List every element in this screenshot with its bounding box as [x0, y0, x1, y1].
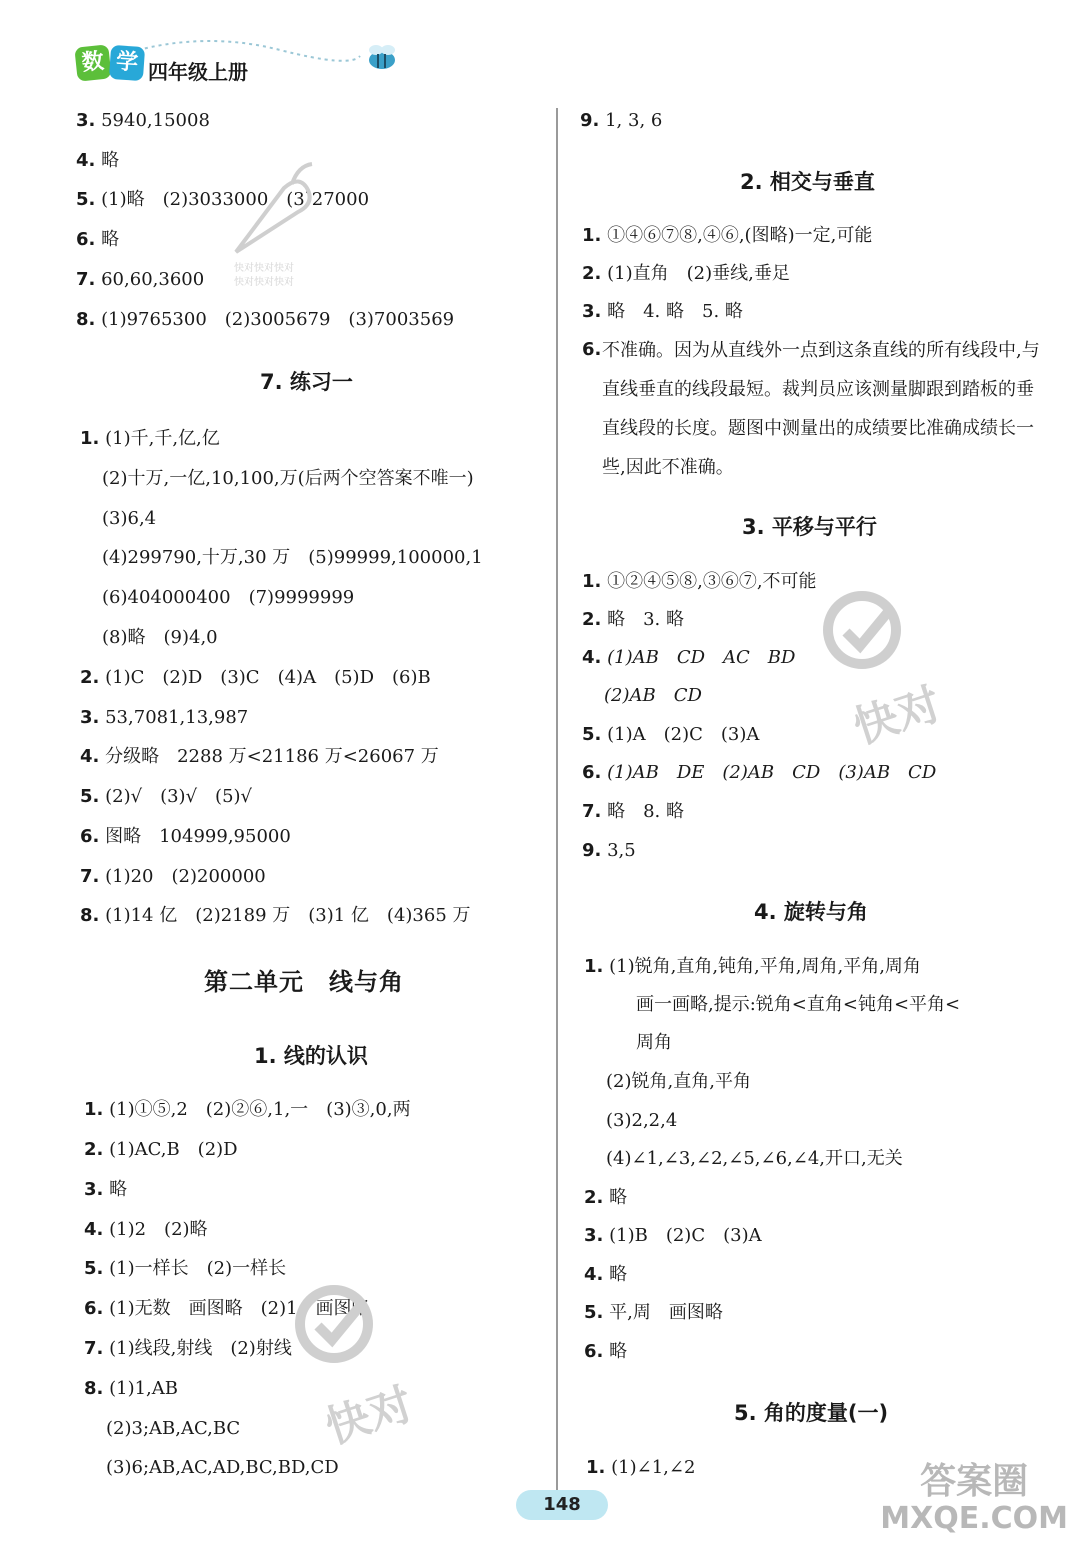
answer-line: 2. (1)直角 (2)垂线,垂足: [582, 263, 790, 284]
answer-line: 4. (1)2 (2)略: [84, 1219, 208, 1240]
check-watermark-icon: [290, 1282, 386, 1368]
answer-line: 8. (1)1,AB: [84, 1378, 179, 1399]
bee-icon: [369, 45, 395, 69]
answer-line: 5. 平,周 画图略: [584, 1302, 723, 1323]
answer-line: 7. 略 8. 略: [582, 801, 685, 822]
answer-line: 3. 略 4. 略 5. 略: [582, 301, 743, 322]
answer-line: 2. 略 3. 略: [582, 609, 685, 630]
answer-line: 8. (1)9765300 (2)3005679 (3)7003569: [76, 309, 455, 330]
answer-line: 3. 53,7081,13,987: [80, 707, 249, 728]
answer-line: 7. (1)线段,射线 (2)射线: [84, 1338, 292, 1359]
answer-line: 7. 60,60,3600: [76, 269, 205, 290]
answer-line: 4. (1)AB CD AC BD: [582, 647, 796, 668]
subject-badge-1: 数: [74, 44, 111, 81]
site-watermark-bottom: MXQE.COM: [880, 1501, 1068, 1536]
answer-line: 5. (1)略 (2)3033000 (3)27000: [76, 189, 370, 210]
answer-line: 2. (1)C (2)D (3)C (4)A (5)D (6)B: [80, 667, 431, 688]
answer-line: 3. 5940,15008: [76, 110, 210, 131]
answer-line: (2)十万,一亿,10,100,万(后两个空答案不唯一): [102, 468, 474, 489]
answer-line: 6. 略: [76, 229, 120, 250]
answer-line: 2. (1)AC,B (2)D: [84, 1139, 238, 1160]
answer-line: 6. 略: [584, 1341, 628, 1362]
answer-line: 4. 分级略 2288 万<21186 万<26067 万: [80, 746, 439, 767]
answer-line: (2)AB CD: [604, 685, 702, 706]
small-watermark-text-2: 快对快对快对: [234, 277, 294, 288]
answer-line: 3. 略: [84, 1179, 128, 1200]
page-header: [70, 38, 350, 88]
answer-line: 5. (1)一样长 (2)一样长: [84, 1258, 287, 1279]
section-title-practice: 7. 练习一: [260, 370, 353, 394]
answer-line: (2)3;AB,AC,BC: [106, 1418, 241, 1439]
answer-line: 5. (1)A (2)C (3)A: [582, 724, 760, 745]
subject-badge-2: 学: [109, 45, 145, 81]
answer-line: 画一画略,提示:锐角<直角<钝角<平角<: [636, 994, 961, 1015]
site-watermark: [880, 1462, 1068, 1536]
section-title-angle-measure: 5. 角的度量(一): [734, 1401, 889, 1425]
answer-line: 4. 略: [584, 1264, 628, 1285]
kuaidui-watermark-right: 快对: [847, 678, 948, 755]
check-watermark-icon: [818, 588, 914, 674]
answer-paragraph: 不准确。因为从直线外一点到这条直线的所有线段中,与直线垂直的线段最短。裁判员应该测量脚跟到踏板的垂直线段的长度。题图中测量出的成绩要比准确成绩长一些,因此不准确。: [602, 340, 1040, 478]
book-title: 四年级上册: [148, 60, 248, 84]
answer-line: (3)6;AB,AC,AD,BC,BD,CD: [106, 1457, 339, 1478]
answer-line: 6. 图略 104999,95000: [80, 826, 291, 847]
answer-line: (2)锐角,直角,平角: [606, 1071, 751, 1092]
answer-line-number: 6.: [582, 339, 602, 360]
site-watermark-top: 答案圈: [920, 1461, 1029, 1502]
unit-title: 第二单元 线与角: [204, 968, 404, 996]
answer-line: 6. (1)AB DE (2)AB CD (3)AB CD: [582, 762, 937, 783]
answer-line: 1. (1)锐角,直角,钝角,平角,周角,平角,周角: [584, 956, 921, 977]
answer-line: 5. (2)√ (3)√ (5)√: [80, 786, 253, 807]
answer-line: (4)∠1,∠3,∠2,∠5,∠6,∠4,开口,无关: [606, 1148, 903, 1169]
answer-line: 2. 略: [584, 1187, 628, 1208]
answer-line: 1. (1)①⑤,2 (2)②⑥,1,一 (3)③,0,两: [84, 1099, 411, 1120]
answer-line: 9. 1, 3, 6: [580, 110, 663, 131]
kuaidui-watermark-left: 快对: [319, 1378, 420, 1455]
answer-line: 周角: [636, 1032, 672, 1053]
section-title-perpendicular: 2. 相交与垂直: [740, 170, 875, 194]
answer-line: 3. (1)B (2)C (3)A: [584, 1225, 762, 1246]
column-divider: [556, 108, 558, 1498]
section-title-parallel: 3. 平移与平行: [742, 515, 877, 539]
small-watermark-text-1: 快对快对快对: [234, 263, 294, 274]
answer-line: 6. (1)无数 画图略 (2)1 画图略: [84, 1298, 370, 1319]
answer-line: 1. ①②④⑤⑧,③⑥⑦,不可能: [582, 571, 817, 592]
answer-line: 8. (1)14 亿 (2)2189 万 (3)1 亿 (4)365 万: [80, 905, 471, 926]
answer-line: (3)6,4: [102, 508, 157, 529]
answer-line: 1. (1)千,千,亿,亿: [80, 428, 220, 449]
answer-line: 9. 3,5: [582, 840, 636, 861]
section-title-lines: 1. 线的认识: [254, 1044, 368, 1068]
answer-line: 1. ①④⑥⑦⑧,④⑥,(图略)一定,可能: [582, 225, 873, 246]
answer-line: 4. 略: [76, 150, 120, 171]
answer-line: (3)2,2,4: [606, 1110, 678, 1131]
answer-line: (4)299790,十万,30 万 (5)99999,100000,1: [102, 547, 483, 568]
carrot-watermark-icon: [222, 160, 322, 270]
answer-line: (6)404000400 (7)9999999: [102, 587, 355, 608]
answer-line: 1. (1)∠1,∠2: [586, 1457, 696, 1478]
answer-line: (8)略 (9)4,0: [102, 627, 218, 648]
section-title-rotation: 4. 旋转与角: [754, 900, 868, 924]
page-number: 148: [516, 1490, 608, 1520]
answer-line: 7. (1)20 (2)200000: [80, 866, 266, 887]
